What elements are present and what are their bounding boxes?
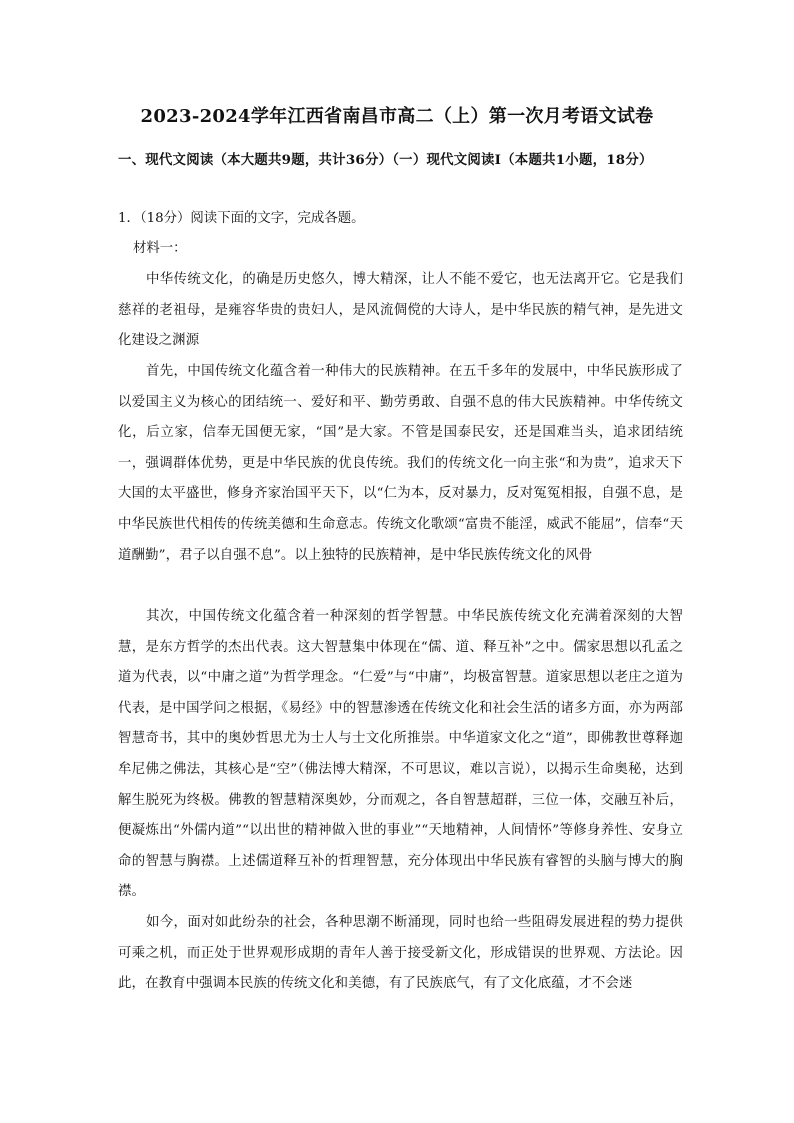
paragraph-modern-society: 如今，面对如此纷杂的社会，各种思潮不断涌现，同时也给一些阻碍发展进程的势力提供可乘之机，而正处于世界观形成期的青年人善于接受新文化，形成错误的世界观、方法论。因此，在教育中强调本民族的传统文化和美德，有了民族底气，有了文化底蕴，才不会迷 [118, 915, 683, 992]
question-prompt: 1．（18分）阅读下面的文字，完成各题。 [118, 211, 365, 226]
paragraph-national-spirit: 首先，中国传统文化蕴含着一种伟大的民族精神。在五千多年的发展中，中华民族形成了以爱国主义为核心的团结统一、爱好和平、勤劳勇敢、自强不息的伟大民族精神。中华传统文化，后立家，信奉无国便无家，“国”是大家。不管是国泰民安，还是国难当头，追求团结统一，强调群体优势，更是中华民族的优良传统。我们的传统文化一向主张“和为贵”，追求天下大国的太平盛世，修身齐家治国平天下，以“仁为本，反对暴力，反对冤冤相报，自强不息，是中华民族世代相传的传统美德和生命意志。传统文化歌颂“富贵不能淫，威武不能屈”，信奉“天道酬勤”，君子以自强不息”。以上独特的民族精神，是中华民族传统文化的风骨 [118, 364, 683, 563]
paragraph-philosophical-wisdom: 其次，中国传统文化蕴含着一种深刻的哲学智慧。中华民族传统文化充满着深刻的大智慧，是东方哲学的杰出代表。这大智慧集中体现在“儒、道、释互补”之中。儒家思想以孔孟之道为代表，以“中庸之道”为哲学理念。“仁爱”与“中庸”，均极富智慧。道家思想以老庄之道为代表，是中国学问之根据，《易经》中的智慧渗透在传统文化和社会生活的诸多方面，亦为两部智慧奇书，其中的奥妙哲思尤为士人与士文化所推崇。中华道家文化之“道”，即佛教世尊释迦牟尼佛之佛法，其核心是“空”（佛法博大精深，不可思议，难以言说），以揭示生命奥秘，达到解生脱死为终极。佛教的智慧精深奥妙，分而观之，各自智慧超群，三位一体，交融互补后，便凝炼出“外儒内道”“以出世的精神做入世的事业”“天地精神，人间情怀”等修身养性、安身立命的智慧与胸襟。上述儒道释互补的哲理智慧，充分体现出中华民族有睿智的头脑与博大的胸襟。 [118, 609, 683, 900]
paragraph-intro: 中华传统文化，的确是历史悠久，博大精深，让人不能不爱它，也无法离开它。它是我们慈祥的老祖母，是雍容华贵的贵妇人，是风流倜傥的大诗人，是中华民族的精气神，是先进文化建设之渊源 [118, 272, 683, 349]
exam-title: 2023-2024学年江西省南昌市高二（上）第一次月考语文试卷 [140, 106, 654, 127]
material-label: 材料一： [133, 241, 187, 256]
section-heading: 一、现代文阅读（本大题共9题，共计36分）（一）现代文阅读Ⅰ（本题共1小题，18分） [118, 152, 653, 168]
